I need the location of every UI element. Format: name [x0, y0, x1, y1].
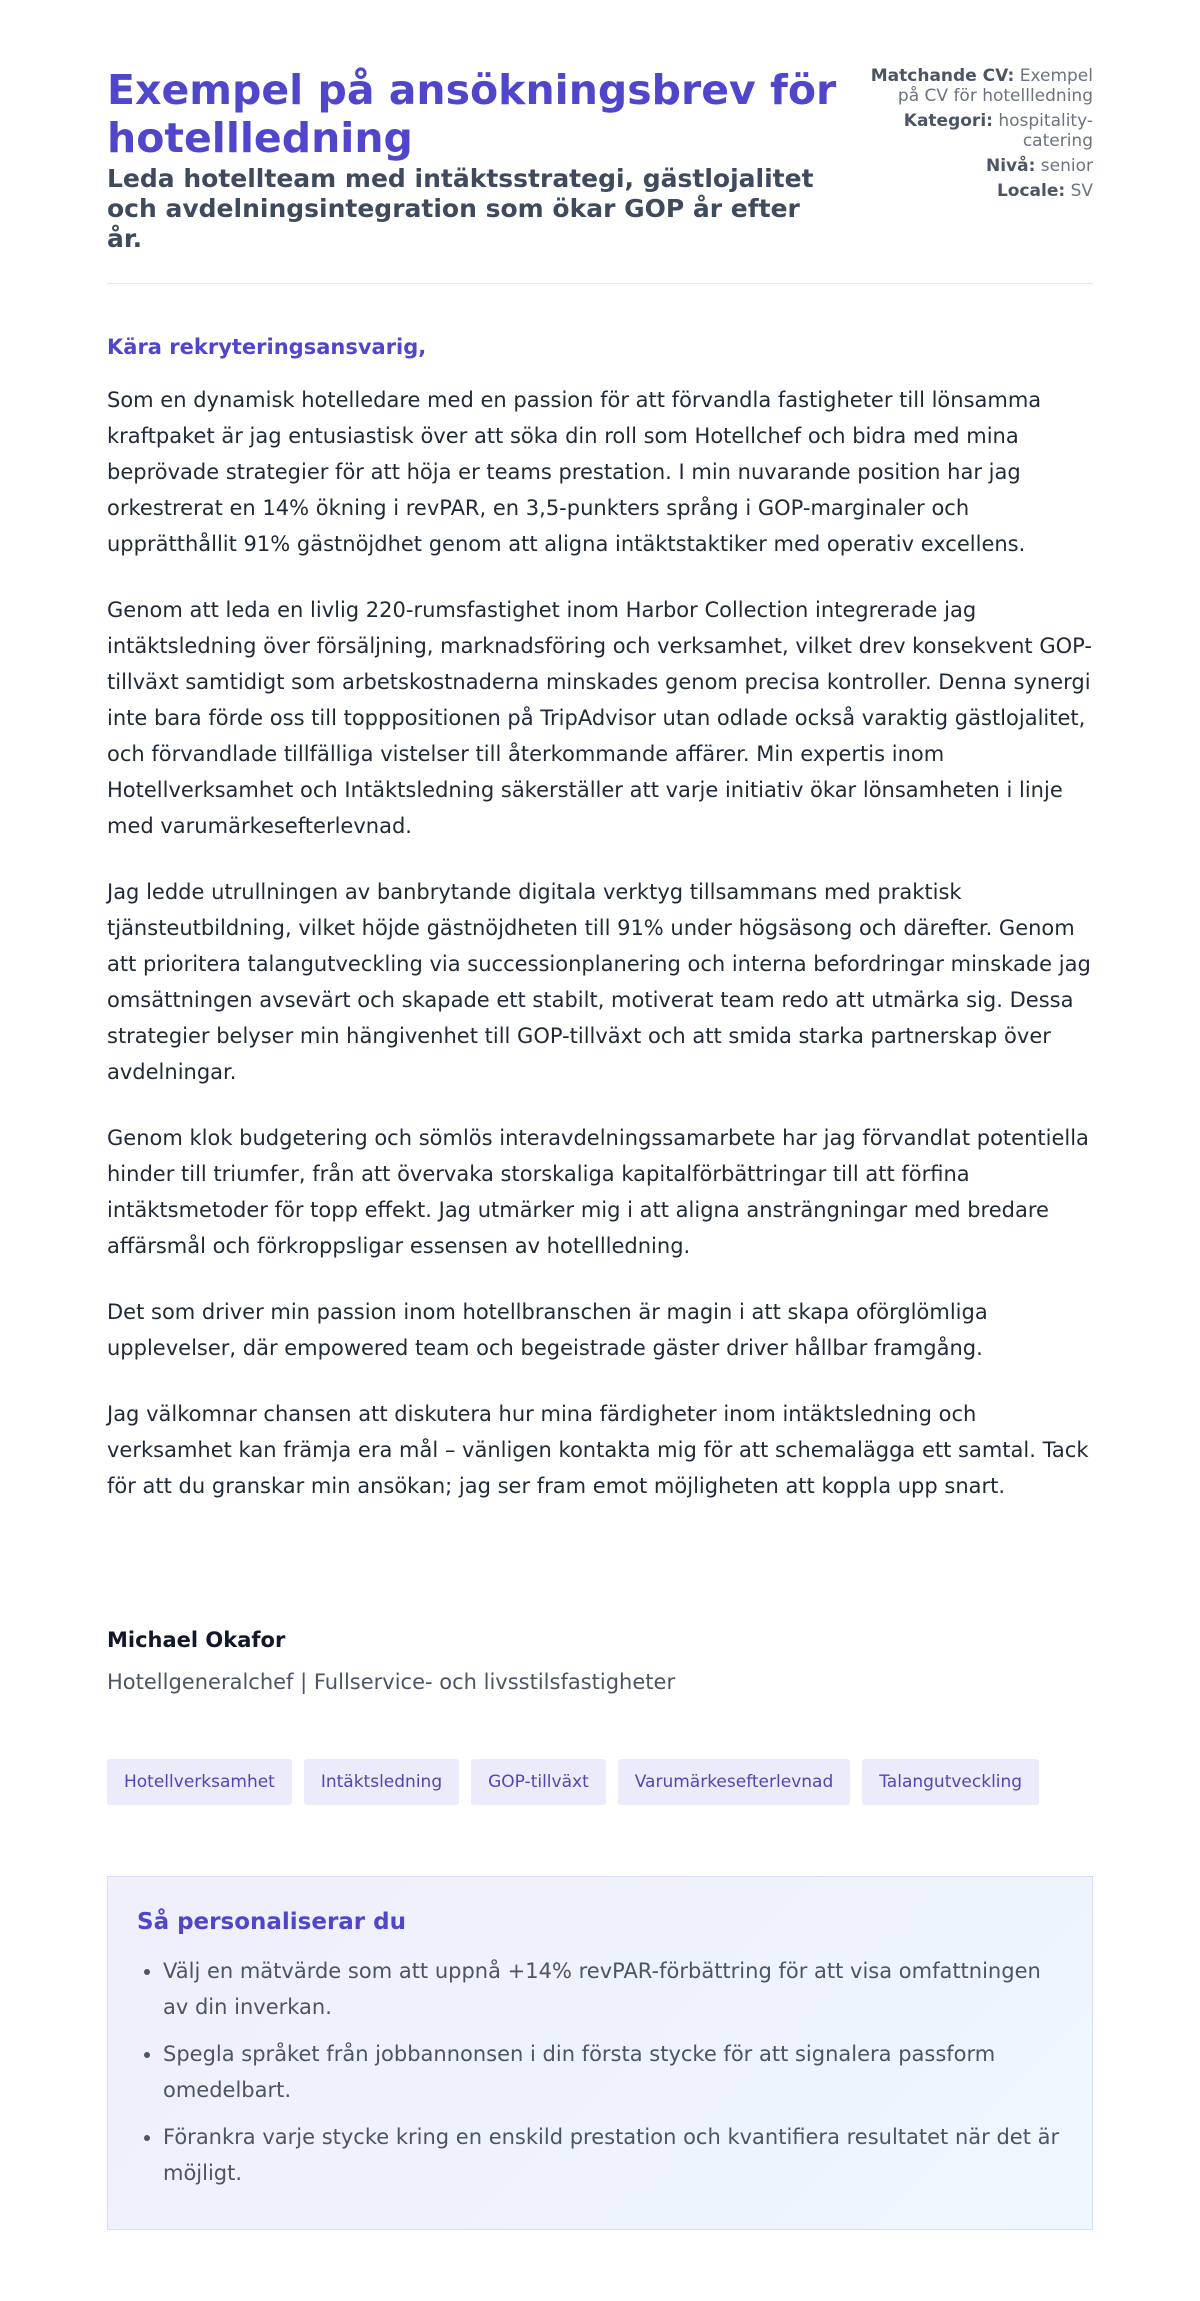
letter-paragraph: Som en dynamisk hotelledare med en passion för att förvandla fastigheter till lönsamma kraftpaket är jag entusiastisk över att söka din roll som Hotellchef och bidra med mina beprövade strategier för att höja er teams prestation. I min nuvarande position har jag orkestrerat en 14% ökning i revPAR, en 3,5-punkters språng i GOP-marginaler och upprätthållit 91% gästnöjdhet genom att aligna intäktstaktiker med operativ excellens. — [107, 388, 1042, 556]
page-subtitle: Leda hotellteam med intäktsstrategi, gästlojalitet och avdelningsintegration som ökar GOP år efter år. — [107, 164, 814, 253]
letter-greeting: Kära rekryteringsansvarig, — [107, 335, 427, 359]
signature-name: Michael Okafor — [107, 1628, 286, 1652]
letter-paragraph: Det som driver min passion inom hotellbranschen är magin i att skapa oförglömliga upplevelser, där empowered team och begeistrade gäster driver hållbar framgång. — [107, 1300, 988, 1360]
skill-tag[interactable]: Hotellverksamhet — [107, 1759, 292, 1805]
meta-category — [853, 111, 1093, 151]
meta-cv-value[interactable]: Exempel på CV för hotellledning — [897, 66, 1093, 106]
meta-cv-label: Matchande CV: — [870, 66, 1015, 86]
skill-tag[interactable]: Intäktsledning — [304, 1759, 459, 1805]
tips-list — [137, 1953, 1063, 2191]
skill-tag[interactable]: Talangutveckling — [862, 1759, 1039, 1805]
meta-locale — [853, 181, 1093, 201]
skill-tags — [107, 1759, 1093, 1805]
personalization-tips — [107, 1876, 1093, 2230]
page-header — [107, 66, 1093, 286]
tips-title: Så personaliserar du — [137, 1909, 406, 1935]
meta-locale-value: SV — [1070, 181, 1093, 201]
tips-item: • Välj en mätvärde som att uppnå +14% revPAR-förbättring för att visa omfattningen av din inverkan. — [163, 1953, 1063, 2025]
skill-tag[interactable]: Varumärkesefterlevnad — [618, 1759, 851, 1805]
letter-paragraph: Jag ledde utrullningen av banbrytande digitala verktyg tillsammans med praktisk tjänsteutbildning, vilket höjde gästnöjdheten till 91% under högsäsong och därefter. Genom att prioritera talangutveckling via successionplanering och interna befordringar minskade jag omsättningen avsevärt och skapade ett stabilt, motiverat team redo att utmärka sig. Dessa strategier belyser min hängivenhet till GOP-tillväxt och att smida starka partnerskap över avdelningar. — [107, 880, 1091, 1084]
meta-matching-cv — [853, 66, 1093, 106]
meta-level-value: senior — [1040, 156, 1093, 176]
meta-level-label: Nivå: — [985, 156, 1036, 176]
header-divider — [107, 283, 1093, 284]
letter-paragraph: Genom klok budgetering och sömlös interavdelningssamarbete har jag förvandlat potentiella hinder till triumfer, från att övervaka storskaliga kapitalförbättringar till att förfina intäktsmetoder för topp effekt. Jag utmärker mig i att aligna ansträngningar med bredare affärsmål och förkroppsligar essensen av hotellledning. — [107, 1126, 1089, 1258]
skill-tag[interactable]: GOP-tillväxt — [471, 1759, 606, 1805]
page-title: Exempel på ansökningsbrev för hotellledning — [107, 66, 837, 162]
tips-item: • Spegla språket från jobbannonsen i din första stycke för att signalera passform omedelbart. — [163, 2036, 1063, 2108]
letter-body — [107, 330, 1093, 1534]
meta-category-label: Kategori: — [903, 111, 993, 131]
meta-locale-label: Locale: — [996, 181, 1066, 201]
meta-panel — [853, 66, 1093, 206]
meta-level — [853, 156, 1093, 176]
meta-category-value: hospitality-catering — [998, 111, 1093, 151]
signature-role: Hotellgeneralchef | Fullservice- och livsstilsfastigheter — [107, 1670, 676, 1694]
letter-paragraph: Genom att leda en livlig 220-rumsfastighet inom Harbor Collection integrerade jag intäktsledning över försäljning, marknadsföring och verksamhet, vilket drev konsekvent GOP-tillväxt samtidigt som arbetskostnaderna minskades genom precisa kontroller. Denna synergi inte bara förde oss till topppositionen på TripAdvisor utan odlade också varaktig gästlojalitet, och förvandlade tillfälliga vistelser till återkommande affärer. Min expertis inom Hotellverksamhet och Intäktsledning säkerställer att varje initiativ ökar lönsamheten i linje med varumärkesefterlevnad. — [107, 598, 1092, 838]
title-block — [107, 66, 837, 254]
tips-item: • Förankra varje stycke kring en enskild prestation och kvantifiera resultatet när det är möjligt. — [163, 2119, 1063, 2191]
signature-block — [107, 1624, 1093, 1698]
letter-paragraph: Jag välkomnar chansen att diskutera hur mina färdigheter inom intäktsledning och verksamhet kan främja era mål – vänligen kontakta mig för att schemalägga ett samtal. Tack för att du granskar min ansökan; jag ser fram emot möjligheten att koppla upp snart. — [107, 1402, 1089, 1498]
